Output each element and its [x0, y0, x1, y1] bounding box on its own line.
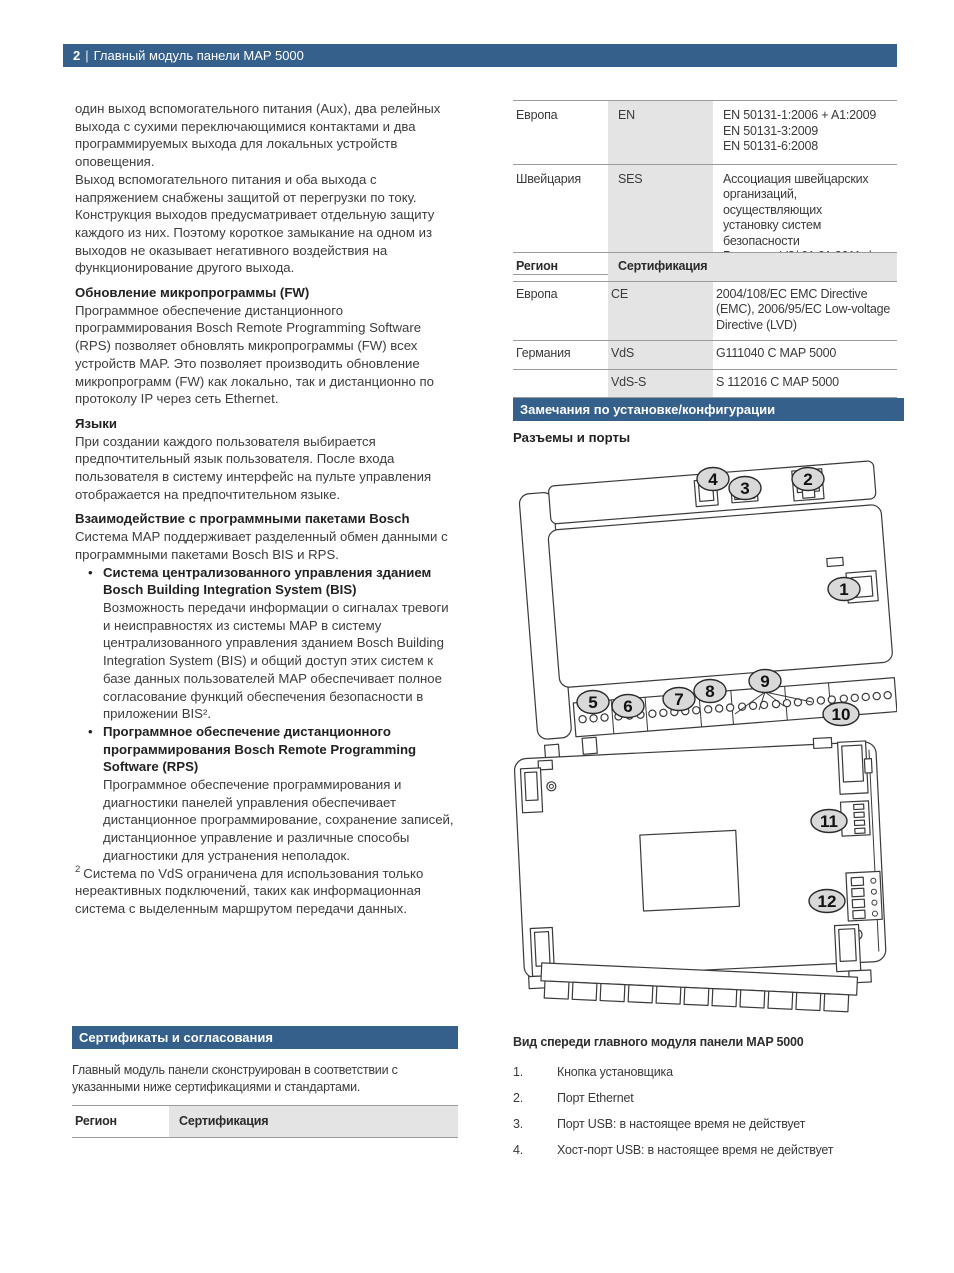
terminal-block — [846, 871, 882, 921]
svg-text:6: 6 — [623, 697, 633, 716]
section-body-software: Система MAP поддерживает разделенный обмен данными с программными пакетами Bosch BIS и RPS. — [75, 529, 448, 562]
section-body-firmware: Программное обеспечение дистанционного программирования Bosch Remote Programming Software (RPS) позволяет обновлять микропрограммы (FW) всех устройств MAP. Это позволяет производить обновление микропрограмм (FW) как локально, так и дистанционно по протоколу IP через сеть Ethernet. — [75, 302, 434, 407]
callout-1 — [828, 578, 860, 601]
callout-2 — [792, 468, 824, 491]
svg-text:11: 11 — [820, 812, 838, 831]
column-header-region: Регион — [516, 259, 558, 273]
cell-details: G111040 C MAP 5000 — [716, 346, 837, 360]
footnote — [75, 865, 459, 918]
cell-organization: EN — [608, 101, 713, 164]
callout-6 — [612, 695, 644, 718]
svg-text:8: 8 — [705, 682, 715, 701]
detail-line: EN 50131-6:2008 — [723, 139, 818, 153]
certification-table — [513, 252, 897, 398]
footnote-text: Система по VdS ограничена для использования только нереактивных подключений, таких как информационная система с выделенным маршрутом передачи данных. — [75, 865, 424, 916]
legend-item — [513, 1116, 897, 1133]
callout-12 — [809, 890, 845, 913]
header-title: Главный модуль панели MAP 5000 — [93, 48, 304, 63]
page-number: 2 — [73, 48, 81, 63]
legend-label: Хост-порт USB: в настоящее время не действует — [557, 1143, 834, 1157]
callout-5 — [577, 691, 609, 714]
svg-text:7: 7 — [674, 690, 684, 709]
svg-text:9: 9 — [760, 672, 770, 691]
cell-region: Германия — [516, 346, 571, 360]
small-flag — [813, 738, 831, 749]
header-separator: | — [85, 48, 89, 63]
detail-line: Ассоциация швейцарских — [723, 171, 869, 186]
mounting-foot — [582, 737, 597, 754]
detail-line: организаций, осуществляющих — [723, 187, 823, 217]
section-body-languages: При создании каждого пользователя выбирается предпочтительный язык пользователя. После входа пользователя в систему интерфейс на пульте управления отображается на предпочтительном языке. — [75, 433, 432, 502]
certifications-intro: Главный модуль панели сконструирован в соответствии с указанными ниже сертификациями и стандартами. — [72, 1063, 398, 1094]
cell-details — [713, 101, 897, 164]
bullet-bold-lead: • Система централизованного управления зданием Bosch Building Integration System (BIS) — [103, 564, 432, 598]
legend-item — [513, 1064, 897, 1081]
cell-organization: CE — [608, 282, 713, 341]
installation-banner: Замечания по установке/конфигурации — [513, 398, 904, 421]
svg-text:1: 1 — [839, 580, 849, 599]
bullet-text: Возможность передачи информации о сигналах тревоги и неисправностях из системы MAP в систему централизованного управления зданием Bosch Building Integration System (BIS) и общий доступ этих систем к базе данных пользователей MAP обеспечивает полное согласование функций обеспечения безопасности в приложении BIS². — [103, 599, 449, 722]
intro-paragraph: Выход вспомогательного питания и оба выхода с напряжением снабжены защитой от перегрузки по току. Конструкция выходов предусматривает отдельную защиту каждого из них. Поэтому короткое замыкание на одном из выходов не оказывает негативного воздействия на функционирование другого выхода. — [75, 171, 435, 276]
footnote-marker: 2 — [75, 864, 81, 876]
section-heading-firmware: Обновление микропрограммы (FW) — [75, 285, 310, 301]
page-header-bar — [63, 44, 897, 67]
svg-text:10: 10 — [831, 705, 851, 724]
svg-text:3: 3 — [740, 479, 750, 498]
svg-text:12: 12 — [817, 892, 837, 911]
callout-8 — [694, 680, 726, 703]
connectors-diagram — [513, 452, 897, 1030]
figure-legend — [513, 1064, 897, 1168]
section-heading-languages: Языки — [75, 415, 118, 431]
certification-table-header — [513, 252, 897, 281]
module-diagram — [513, 452, 897, 1030]
list-item — [75, 564, 459, 723]
column-header-region: Регион — [75, 1114, 117, 1128]
legend-item — [513, 1090, 897, 1107]
label-area — [640, 830, 740, 911]
cell-region: Европа — [516, 286, 558, 301]
callout-11 — [811, 810, 847, 833]
callout-10 — [823, 703, 859, 726]
detail-line: установку систем безопасности — [723, 218, 822, 248]
ports-heading: Разъемы и порты — [513, 430, 631, 445]
side-tab — [827, 557, 844, 566]
legend-number: 4. — [513, 1143, 524, 1157]
figure-caption: Вид спереди главного модуля панели MAP 5000 — [513, 1035, 804, 1049]
callout-4 — [697, 468, 729, 491]
standards-table — [513, 100, 897, 275]
svg-text:5: 5 — [588, 693, 598, 712]
detail-line: EN 50131-1:2006 + A1:2009 — [723, 108, 877, 122]
legend-label: Порт USB: в настоящее время не действует — [557, 1117, 806, 1131]
legend-number: 1. — [513, 1065, 524, 1079]
table-row — [513, 100, 897, 164]
legend-label: Порт Ethernet — [557, 1091, 634, 1105]
cell-details: S 112016 C MAP 5000 — [716, 374, 839, 389]
svg-text:2: 2 — [803, 470, 813, 489]
cell-details: 2004/108/EC EMC Directive (EMC), 2006/95/EC Low-voltage Directive (LVD) — [716, 286, 891, 332]
legend-number: 3. — [513, 1117, 524, 1131]
certifications-banner: Сертификаты и согласования — [72, 1026, 458, 1049]
legend-item — [513, 1142, 897, 1159]
table-row — [513, 340, 897, 369]
bullet-bold-lead: • Программное обеспечение дистанционного программирования Bosch Remote Programming Software (RPS) — [103, 723, 417, 775]
callout-9 — [749, 670, 781, 693]
list-item — [75, 723, 459, 865]
certifications-section — [72, 1026, 458, 1138]
cell-organization: SES — [608, 165, 713, 274]
detail-line: EN 50131-3:2009 — [723, 123, 818, 138]
module-front-view — [514, 735, 888, 998]
certifications-table-header — [72, 1105, 458, 1138]
table-row — [513, 281, 897, 341]
cell-region — [513, 370, 608, 398]
legend-label: Кнопка установщика — [557, 1065, 673, 1079]
callout-3 — [729, 477, 761, 500]
legend-number: 2. — [513, 1091, 524, 1105]
cell-organization: VdS-S — [608, 370, 713, 398]
intro-paragraph: один выход вспомогательного питания (Aux), два релейных выхода с сухими переключающимися контактами и два программируемых выхода для локальных устройств оповещения. — [75, 101, 441, 170]
cell-region: Европа — [516, 108, 558, 122]
section-heading-software: Взаимодействие с программными пакетами Bosch — [75, 511, 410, 527]
cell-region: Швейцария — [516, 171, 581, 186]
cell-organization: VdS — [608, 341, 713, 369]
left-bracket — [520, 768, 542, 813]
svg-text:4: 4 — [708, 470, 718, 489]
software-bullet-list — [75, 564, 459, 865]
bottom-connector-row — [540, 963, 857, 1012]
left-column — [75, 100, 459, 918]
column-header-certification: Сертификация — [169, 1106, 458, 1137]
column-header-certification: Сертификация — [608, 253, 897, 281]
bullet-text: Программное обеспечение программирования и диагностики панелей управления обеспечивает дистанционное программирование, сохранение записей, дистанционное управление и различные способы диагностики для устранения неполадок. — [103, 777, 454, 863]
callout-7 — [663, 688, 695, 711]
table-row — [513, 369, 897, 399]
screw — [547, 782, 556, 791]
